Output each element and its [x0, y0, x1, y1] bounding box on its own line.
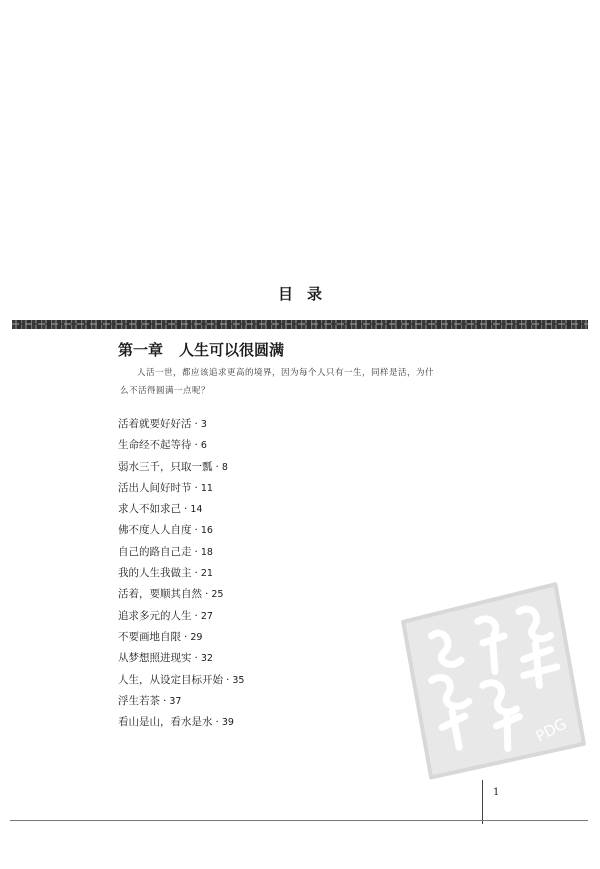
toc-entry-dot: ·: [194, 609, 198, 622]
chapter-name: 人生可以很圆满: [179, 341, 285, 359]
toc-entry-dot: ·: [194, 545, 198, 558]
toc-entry-title: 佛不度人人自度: [118, 524, 192, 537]
toc-entry[interactable]: [118, 499, 338, 520]
toc-entry[interactable]: [118, 627, 338, 648]
toc-entry-title: 人生，从设定目标开始: [118, 673, 223, 686]
toc-entry-dot: ·: [215, 716, 219, 729]
toc-entry-title: 弱水三千，只取一瓢: [118, 460, 213, 473]
seal-stamp-watermark: [385, 568, 599, 790]
footer-divider: [482, 780, 483, 824]
toc-entry-title: 不要画地自限: [118, 630, 181, 643]
footer-rule: [10, 820, 588, 821]
toc-entry[interactable]: [118, 584, 338, 605]
toc-entry[interactable]: [118, 478, 338, 499]
toc-entry-page: 37: [169, 695, 182, 707]
toc-entry[interactable]: [118, 435, 338, 456]
toc-entry[interactable]: [118, 414, 338, 435]
toc-entry-page: 21: [200, 568, 213, 580]
toc-entry-page: 25: [211, 589, 224, 601]
toc-entry-page: 16: [200, 525, 213, 537]
chapter-number: 第一章: [118, 341, 164, 359]
toc-entry-title: 生命经不起等待: [118, 439, 192, 452]
toc-entry-page: 14: [190, 504, 203, 516]
toc-entry[interactable]: [118, 691, 338, 712]
toc-entry[interactable]: [118, 670, 338, 691]
toc-entry-page: 11: [200, 482, 213, 494]
toc-entry[interactable]: [118, 563, 338, 584]
toc-heading: 目录: [277, 285, 336, 303]
toc-entry-dot: ·: [194, 567, 198, 580]
toc-entry[interactable]: [118, 457, 338, 478]
toc-entry-page: 6: [200, 440, 207, 452]
toc-entry-title: 追求多元的人生: [118, 609, 192, 622]
toc-entry-dot: ·: [194, 418, 198, 430]
toc-entry-page: 8: [221, 461, 228, 473]
chapter-intro: 人活一世，都应该追求更高的境界，因为每个人只有一生，同样是活，为什么不活得圆满一点呢？: [120, 368, 435, 396]
toc-entry-page: 29: [190, 631, 203, 643]
toc-entry-page: 35: [232, 674, 245, 686]
toc-entry[interactable]: [118, 648, 338, 669]
toc-entry[interactable]: [118, 542, 338, 563]
toc-entry[interactable]: [118, 520, 338, 541]
toc-entry-page: 3: [200, 419, 207, 430]
toc-entry-list: [118, 414, 338, 733]
toc-entry-title: 从梦想照进现实: [118, 652, 192, 665]
toc-entry-title: 活着，要顺其自然: [118, 588, 202, 601]
toc-entry-title: 我的人生我做主: [118, 567, 192, 580]
toc-entry-title: 求人不如求己: [118, 503, 181, 516]
toc-entry-page: 39: [221, 717, 234, 729]
toc-entry-page: 18: [200, 546, 213, 558]
page-number: 1: [493, 787, 500, 798]
chapter-title: [118, 339, 284, 360]
toc-entry-dot: ·: [184, 503, 188, 516]
toc-entry-page: 32: [200, 653, 213, 665]
toc-entry-dot: ·: [215, 460, 219, 473]
toc-entry-title: 活出人间好时节: [118, 481, 192, 494]
toc-entry-dot: ·: [205, 588, 209, 601]
stamp-label: PDG: [532, 714, 570, 746]
toc-entry-dot: ·: [194, 524, 198, 537]
toc-entry-page: 27: [200, 610, 213, 622]
toc-entry-title: 看山是山，看水是水: [118, 716, 213, 729]
toc-entry-dot: ·: [226, 673, 230, 686]
toc-entry-dot: ·: [194, 481, 198, 494]
toc-entry-title: 浮生若茶: [118, 694, 160, 707]
toc-entry-title: 活着就要好好活: [118, 418, 192, 430]
toc-entry-dot: ·: [194, 652, 198, 665]
toc-entry[interactable]: [118, 606, 338, 627]
toc-entry-dot: ·: [184, 630, 188, 643]
toc-entry-dot: ·: [194, 439, 198, 452]
toc-entry[interactable]: [118, 712, 338, 733]
toc-entry-title: 自己的路自己走: [118, 545, 192, 558]
header-rule: [12, 320, 588, 329]
toc-entry-dot: ·: [163, 694, 167, 707]
